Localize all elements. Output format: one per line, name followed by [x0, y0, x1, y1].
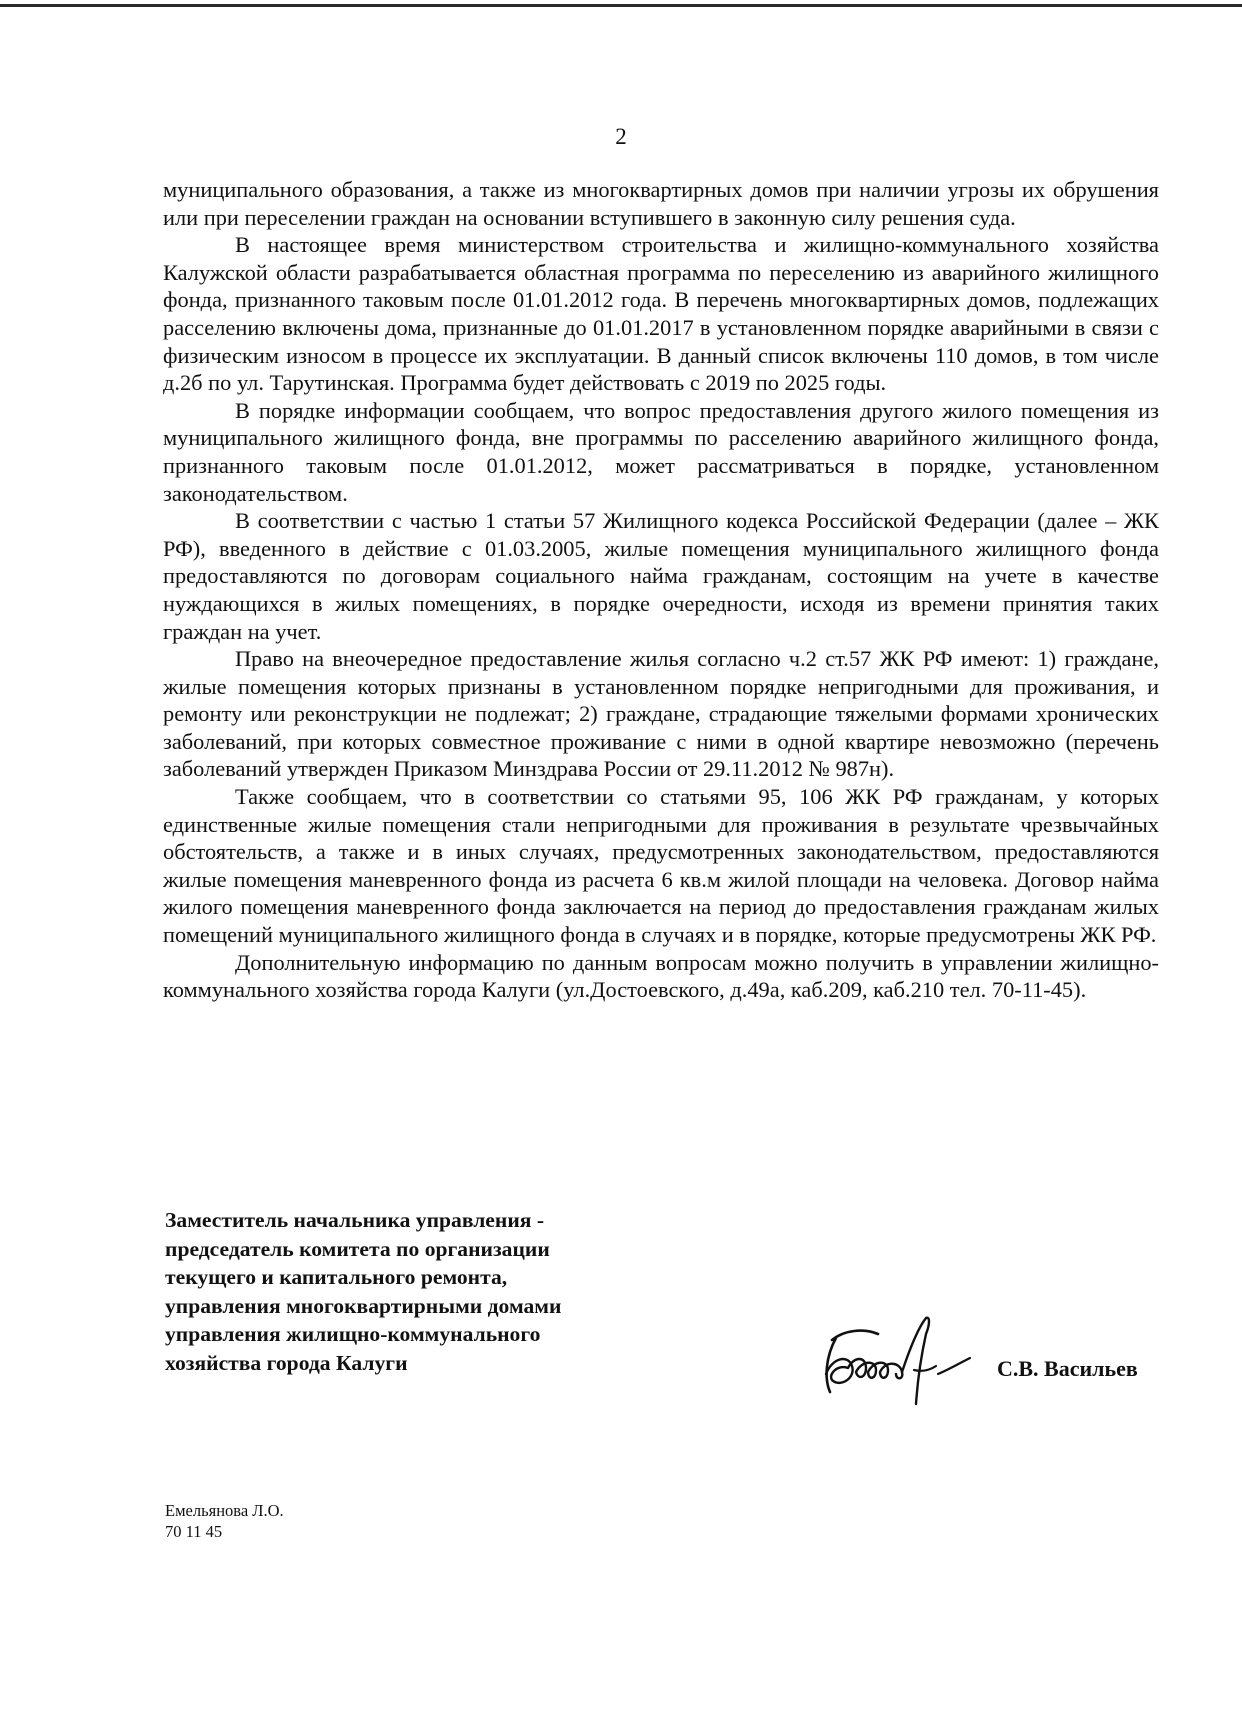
position-line: управления многоквартирными домами	[165, 1293, 562, 1318]
paragraph-4: В соответствии с частью 1 статьи 57 Жилищного кодекса Российской Федерации (далее – ЖК РФ), введенного в действие с 01.03.2005, жилые помещения муниципального жилищного фонда предоставляются по договорам социального найма гражданам, состоящим на учете в качестве нуждающихся в жилых помещениях, в порядке очередности, исходя из времени принятия таких граждан на учет.	[163, 508, 1159, 644]
signer-name: С.В. Васильев	[997, 1356, 1138, 1381]
letter-body	[163, 176, 1159, 1004]
handwritten-signature	[818, 1308, 978, 1412]
position-line: Заместитель начальника управления -	[165, 1208, 545, 1232]
page-number: 2	[615, 124, 627, 149]
position-line: хозяйства города Калуги	[165, 1350, 408, 1375]
executor-info	[165, 1500, 284, 1542]
executor-name: Емельянова Л.О.	[165, 1501, 284, 1520]
paragraph-6: Также сообщаем, что в соответствии со статьями 95, 106 ЖК РФ гражданам, у которых единственные жилые помещения стали непригодными для проживания в результате чрезвычайных обстоятельств, а также и в иных случаях, предусмотренных законодательством, предоставляются жилые помещения маневренного фонда из расчета 6 кв.м жилой площади на человека. Договор найма жилого помещения маневренного фонда заключается на период до предоставления гражданам жилых помещений муниципального жилищного фонда в случаях и в порядке, которые предусмотрены ЖК РФ.	[163, 784, 1159, 948]
executor-phone: 70 11 45	[165, 1522, 223, 1541]
signatory-position	[165, 1206, 685, 1377]
paragraph-1: муниципального образования, а также из многоквартирных домов при наличии угрозы их обрушения или при переселении граждан на основании вступившего в законную силу решения суда.	[163, 177, 1159, 230]
position-line: текущего и капитального ремонта,	[165, 1265, 508, 1289]
paragraph-7: Дополнительную информацию по данным вопросам можно получить в управлении жилищно-коммунального хозяйства города Калуги (ул.Достоевского, д.49а, каб.209, каб.210 тел. 70-11-45).	[163, 949, 1159, 1003]
position-line: председатель комитета по организации	[165, 1236, 550, 1261]
top-scan-border	[0, 4, 1242, 7]
paragraph-2: В настоящее время министерством строительства и жилищно-коммунального хозяйства Калужской области разрабатывается областная программа по переселению из аварийного жилищного фонда, признанного таковым после 01.01.2012 года. В перечень многоквартирных домов, подлежащих расселению включены дома, признанные до 01.01.2017 в установленном порядке аварийными в связи с физическим износом в процессе их эксплуатации. В данный список включены 110 домов, в том числе д.2б по ул. Тарутинская. Программа будет действовать с 2019 по 2025 годы.	[163, 232, 1159, 396]
position-line: управления жилищно-коммунального	[165, 1322, 541, 1346]
paragraph-3: В порядке информации сообщаем, что вопрос предоставления другого жилого помещения из муниципального жилищного фонда, вне программы по расселению аварийного жилищного фонда, признанного таковым после 01.01.2012, может рассматриваться в порядке, установленном законодательством.	[163, 397, 1159, 506]
paragraph-5: Право на внеочередное предоставление жилья согласно ч.2 ст.57 ЖК РФ имеют: 1) граждане, жилые помещения которых признаны в установленном порядке непригодными для проживания, и ремонту или реконструкции не подлежат; 2) граждане, страдающие тяжелыми формами хронических заболеваний, при которых совместное проживание с ними в одной квартире невозможно (перечень заболеваний утвержден Приказом Минздрава России от 29.11.2012 № 987н).	[163, 646, 1159, 782]
